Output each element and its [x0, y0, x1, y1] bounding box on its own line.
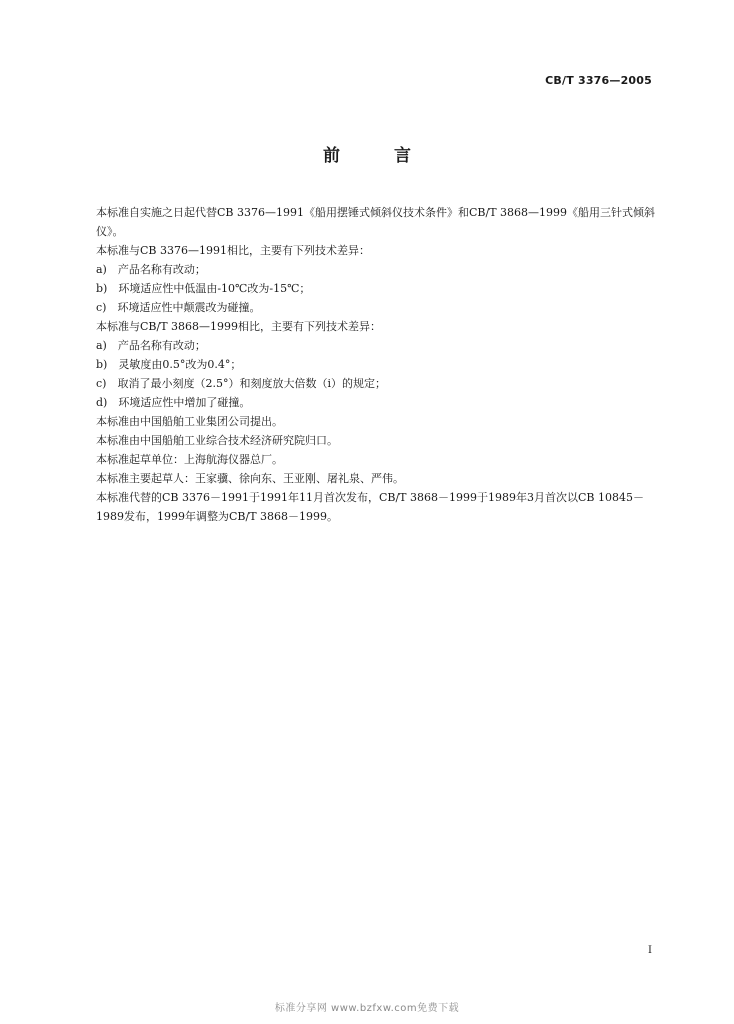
- paragraph: c) 取消了最小刻度（2.5°）和刻度放大倍数（i）的规定；: [96, 377, 386, 390]
- paragraph: 本标准代替的CB 3376－1991于1991年11月首次发布，CB/T 3868－1999于1989年3月首次以CB 10845－1989发布，1999年调整为CB/T 3868－1999。: [96, 491, 644, 523]
- paragraph: 本标准由中国船舶工业集团公司提出。: [96, 415, 283, 428]
- paragraph: c) 环境适应性中颠震改为碰撞。: [96, 301, 261, 314]
- page-title: 前 言: [323, 146, 435, 166]
- foreword-body: [78, 203, 664, 526]
- paragraph: 本标准与CB/T 3868—1999相比，主要有下列技术差异：: [96, 320, 382, 333]
- paragraph: b) 灵敏度由0.5°改为0.4°；: [96, 358, 242, 371]
- paragraph: b) 环境适应性中低温由-10℃改为-15℃；: [96, 282, 311, 295]
- footer-watermark: 标准分享网 www.bzfxw.com免费下载: [274, 1003, 460, 1014]
- paragraph: 本标准由中国船舶工业综合技术经济研究院归口。: [96, 434, 338, 447]
- paragraph: 本标准自实施之日起代替CB 3376—1991《船用摆锤式倾斜仪技术条件》和CB/T 3868—1999《船用三针式倾斜仪》。: [96, 206, 656, 238]
- paragraph: 本标准起草单位：上海航海仪器总厂。: [96, 453, 283, 466]
- paragraph: a) 产品名称有改动；: [96, 339, 206, 352]
- page-number: I: [648, 945, 652, 956]
- paragraph: 本标准与CB 3376—1991相比，主要有下列技术差异：: [96, 244, 370, 257]
- paragraph: d) 环境适应性中增加了碰撞。: [96, 396, 251, 409]
- standard-code: CB/T 3376—2005: [545, 74, 652, 87]
- paragraph: a) 产品名称有改动；: [96, 263, 206, 276]
- paragraph: 本标准主要起草人：王家骥、徐向东、王亚刚、屠礼泉、严伟。: [96, 472, 404, 485]
